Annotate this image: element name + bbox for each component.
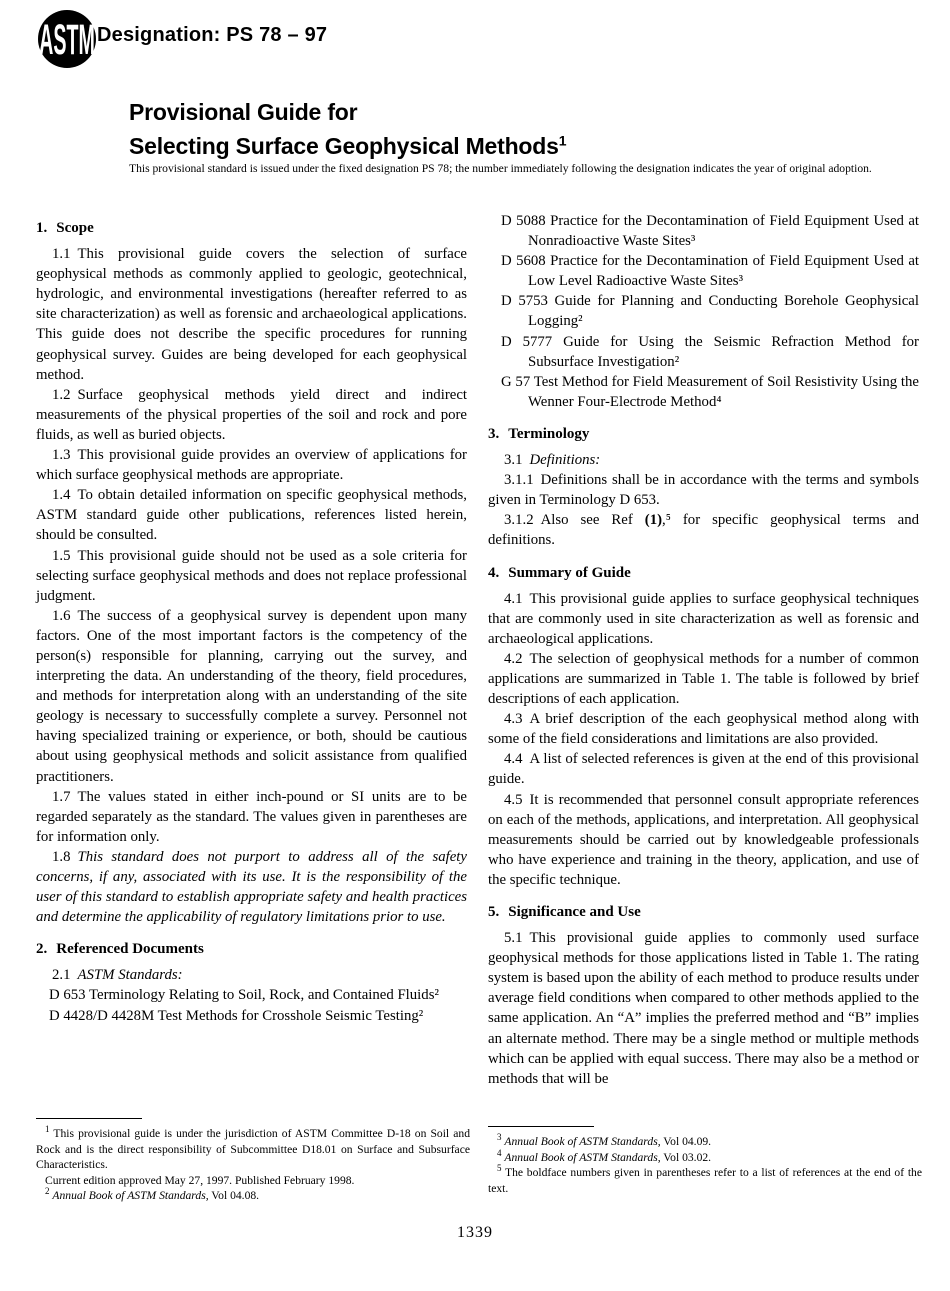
section-heading-scope: 1. Scope [36,220,94,236]
section-heading-significance-and-use: 5. Significance and Use [488,904,641,920]
para-4-5: 4.5 It is recommended that personnel consult appropriate references on each of the methods, applications, and interpretation. All geophysical measurements should be carried out by knowledgeable professionals who have experience and training in the theory, application, and use of the specific technique. [488,791,919,888]
designation-line: Designation: PS 78 – 97 [97,24,328,46]
title-line-2: Selecting Surface Geophysical Methods$^1$ [129,132,567,159]
footnote-rule [488,1126,594,1127]
reference-d5088: D 5088 Practice for the Decontamination of Field Equipment Used at Nonradioactive Waste Sites³ [501,213,919,250]
para-1-3: 1.3 This provisional guide provides an overview of applications for which surface geophysical methods are appropriate. [36,447,467,484]
section-heading-terminology: 3. Terminology [488,425,590,442]
right-column [488,211,919,1089]
reference-d5608: D 5608 Practice for the Decontamination of Field Equipment Used at Low Level Radioactive Waste Sites³ [501,253,919,290]
para-4-1: 4.1 This provisional guide applies to surface geophysical techniques that are commonly used in site characterization as well as forensic and archaeological applications. [488,590,919,647]
section-heading-summary-of-guide: 4. Summary of Guide [488,564,631,581]
para-1-2: 1.2 Surface geophysical methods yield direct and indirect measurements of the physical properties of the soil and rock and pore fluids, as well as buried objects. [36,386,467,443]
footnote-1: $^1$ This provisional guide is under the jurisdiction of ASTM Committee D-18 on Soil and Rock and is the direct responsibility of Subcommittee D18.01 on Surface and Subsurface Characteristics. [36,1124,470,1172]
para-1-5: 1.5 This provisional guide should not be used as a sole criteria for selecting surface geophysical methods and does not replace professional judgment. [36,547,467,604]
footnote-4: $^4$ Annual Book of ASTM Standards, Vol 03.02. [497,1147,712,1164]
footnote-edition: Current edition approved May 27, 1997. Published February 1998. [45,1173,355,1187]
page-number: 1339 [457,1224,493,1241]
reference-d4428: D 4428/D 4428M Test Methods for Crosshole Seismic Testing² [49,1007,424,1024]
reference-d653: D 653 Terminology Relating to Soil, Rock, and Contained Fluids² [49,987,439,1004]
reference-g57: G 57 Test Method for Field Measurement of Soil Resistivity Using the Wenner Four-Electrode Method⁴ [501,373,919,410]
section-heading-referenced-documents: 2. Referenced Documents [36,941,204,958]
document-title [129,95,566,163]
para-4-4: 4.4 A list of selected references is given at the end of this provisional guide. [488,751,919,788]
left-column [36,211,467,1026]
para-1-8: 1.8 This standard does not purport to address all of the safety concerns, if any, associated with its use. It is the responsibility of the user of this standard to establish appropriate safety and health practices and determine the applicability of regulatory limitations prior to use. [36,848,467,926]
reference-d5753: D 5753 Guide for Planning and Conducting Borehole Geophysical Logging² [501,293,919,330]
footnote-2: $^2$ Annual Book of ASTM Standards, Vol 04.08. [45,1186,260,1203]
para-1-7: 1.7 The values stated in either inch-pound or SI units are to be regarded separately as the standard. The values given in parentheses are for information only. [36,788,467,845]
para-2-1: 2.1 ASTM Standards: [52,967,183,984]
left-footnotes [36,1118,470,1204]
para-5-1: 5.1 This provisional guide applies to commonly used surface geophysical methods for those applications listed in Table 1. The rating system is based upon the ability of each method to produce results under average field conditions when compared to other methods applied to the same application. An “A” implies the preferred method and “B” implies an alternate method. There may be a single method or multiple methods which can be applied with equal success. There may also be a method or methods that will be [488,930,919,1087]
footnote-5: $^5$ The boldface numbers given in parentheses refer to a list of references at the end of the text. [488,1163,922,1195]
footnote-rule [36,1118,142,1119]
para-4-3: 4.3 A brief description of the each geophysical method along with some of the field considerations and limitations are also provided. [488,711,919,748]
para-3-1: 3.1 Definitions: [504,452,601,469]
issue-note: This provisional standard is issued under the fixed designation PS 78; the number immediately following the designation indicates the year of original adoption. [129,162,872,175]
para-4-2: 4.2 The selection of geophysical methods for a number of common applications are summarized in Table 1. The table is followed by brief descriptions of each application. [488,650,919,708]
para-1-4: 1.4 To obtain detailed information on specific geophysical methods, ASTM standard guide other publications, references listed herein, should be consulted. [36,487,467,544]
para-3-1-1: 3.1.1 Definitions shall be in accordance with the terms and symbols given in Terminology D 653. [488,472,919,509]
title-footnote-marker: 1 [558,132,567,149]
para-3-1-2: 3.1.2 Also see Ref (1),⁵ for specific geophysical terms and definitions. [488,512,919,549]
right-footnotes [488,1126,922,1196]
reference-d5777: D 5777 Guide for Using the Seismic Refraction Method for Subsurface Investigation² [501,333,919,370]
title-line-1: Provisional Guide for [129,99,358,125]
astm-logo-icon [36,9,100,71]
para-1-6: 1.6 The success of a geophysical survey is dependent upon many factors. One of the most important factors is the competency of the person(s) responsible for planning, carrying out the survey, and interpreting the data. An understanding of the theory, field procedures, and methods for interpretation along with an understanding of the site geology is necessary to successfully complete a survey. Personnel not having specialized training or experience, or both, should be cautious about using geophysical methods and solicit assistance from qualified practitioners. [36,607,467,785]
astm-logo-text: ASTM [39,16,95,65]
para-1-1: 1.1 This provisional guide covers the selection of surface geophysical methods as commonly applied to geologic, geotechnical, hydrologic, and environmental investigations (hereafter referred to as site characterization) as well as forensic and archaeological applications. This guide does not describe the specific procedures for running geophysical survey. Guides are being developed for each geophysical method. [36,246,467,383]
footnote-3: $^3$ Annual Book of ASTM Standards, Vol 04.09. [497,1132,712,1148]
